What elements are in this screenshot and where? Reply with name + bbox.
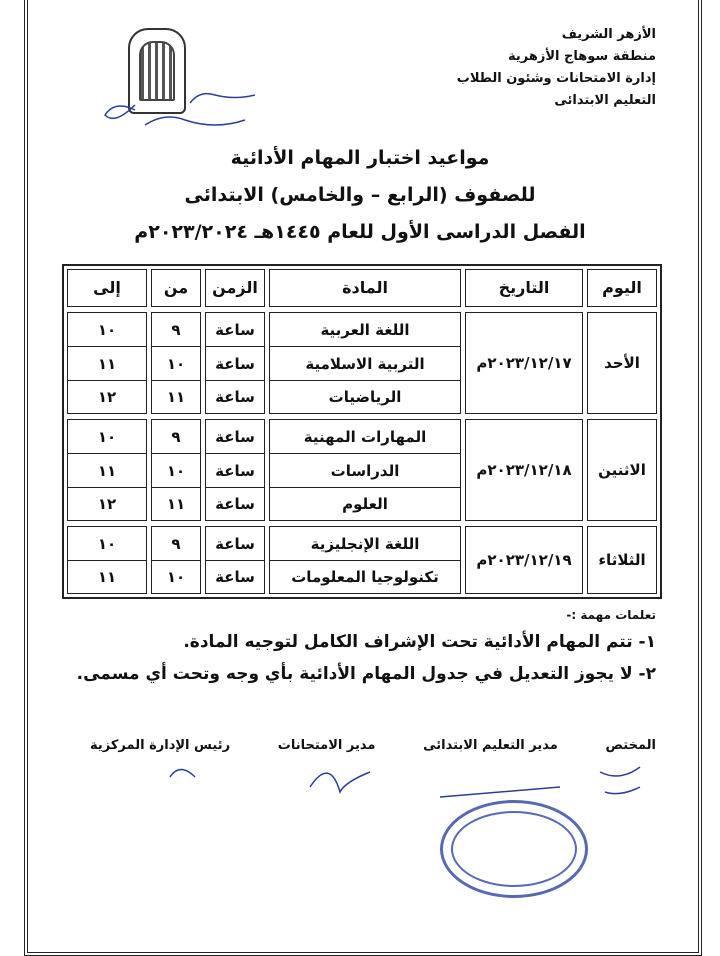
subject-cell: اللغة العربية xyxy=(269,312,461,346)
duration-cell: ساعة xyxy=(205,487,265,521)
header-line: إدارة الامتحانات وشئون الطلاب xyxy=(456,71,656,86)
handwritten-note xyxy=(95,85,265,140)
from-cell: ١٠ xyxy=(151,346,201,380)
official-stamp xyxy=(440,800,588,898)
header-date: التاريخ xyxy=(465,269,583,307)
to-cell: ١١ xyxy=(67,453,147,487)
to-cell: ١٠ xyxy=(67,419,147,453)
subject-cell: الدراسات xyxy=(269,453,461,487)
duration-column xyxy=(205,419,265,521)
to-cell: ١٢ xyxy=(67,487,147,521)
day-cell: الاثنين xyxy=(587,419,657,521)
duration-cell: ساعة xyxy=(205,453,265,487)
title-term: الفصل الدراسى الأول للعام ١٤٤٥هـ ٢٠٢٣/٢٠٢٤م xyxy=(134,221,586,243)
subject-cell: التربية الاسلامية xyxy=(269,346,461,380)
subject-column xyxy=(269,312,461,414)
signature-specialist: المختص xyxy=(605,738,656,753)
handwritten-signatures xyxy=(110,757,670,802)
to-column xyxy=(67,526,147,594)
day-group xyxy=(67,312,657,414)
from-column xyxy=(151,312,201,414)
day-group xyxy=(67,419,657,521)
day-group xyxy=(67,526,657,594)
signature-exams-director: مدير الامتحانات xyxy=(277,738,376,753)
from-cell: ٩ xyxy=(151,312,201,346)
from-cell: ١٠ xyxy=(151,560,201,594)
date-cell: ٢٠٢٣/١٢/١٧م xyxy=(465,312,583,414)
to-cell: ١٠ xyxy=(67,526,147,560)
duration-cell: ساعة xyxy=(205,380,265,414)
subject-cell: العلوم xyxy=(269,487,461,521)
date-cell: ٢٠٢٣/١٢/١٨م xyxy=(465,419,583,521)
notes-label: تعلمات مهمة :- xyxy=(566,608,656,622)
date-cell: ٢٠٢٣/١٢/١٩م xyxy=(465,526,583,594)
duration-cell: ساعة xyxy=(205,419,265,453)
to-cell: ١١ xyxy=(67,560,147,594)
duration-cell: ساعة xyxy=(205,526,265,560)
to-column xyxy=(67,419,147,521)
from-cell: ٩ xyxy=(151,526,201,560)
signature-primary-director: مدير التعليم الابتدائى xyxy=(423,738,558,753)
from-cell: ١١ xyxy=(151,487,201,521)
important-notes xyxy=(50,608,656,690)
to-cell: ١٠ xyxy=(67,312,147,346)
from-column xyxy=(151,419,201,521)
subject-cell: تكنولوجيا المعلومات xyxy=(269,560,461,594)
subject-column xyxy=(269,419,461,521)
title-main: مواعيد اختبار المهام الأدائية xyxy=(230,147,490,169)
subject-cell: اللغة الإنجليزية xyxy=(269,526,461,560)
to-cell: ١٢ xyxy=(67,380,147,414)
from-cell: ٩ xyxy=(151,419,201,453)
table-body xyxy=(67,312,657,594)
day-cell: الثلاثاء xyxy=(587,526,657,594)
subject-cell: المهارات المهنية xyxy=(269,419,461,453)
header-line: الأزهر الشريف xyxy=(561,27,656,42)
header-subject: المادة xyxy=(269,269,461,307)
schedule-table xyxy=(62,264,662,599)
duration-column xyxy=(205,312,265,414)
table-header-row xyxy=(67,269,657,307)
note-item: ١- تتم المهام الأدائية تحت الإشراف الكامل لتوجيه المادة. xyxy=(183,632,656,652)
duration-cell: ساعة xyxy=(205,346,265,380)
to-cell: ١١ xyxy=(67,346,147,380)
subject-cell: الرياضيات xyxy=(269,380,461,414)
header-from: من xyxy=(151,269,201,307)
day-cell: الأحد xyxy=(587,312,657,414)
from-cell: ١٠ xyxy=(151,453,201,487)
title-grades: للصفوف (الرابع – والخامس) الابتدائى xyxy=(184,184,536,206)
header-line: منطقة سوهاج الأزهرية xyxy=(508,49,656,64)
from-column xyxy=(151,526,201,594)
duration-cell: ساعة xyxy=(205,560,265,594)
subject-column xyxy=(269,526,461,594)
header-to: إلى xyxy=(67,269,147,307)
to-column xyxy=(67,312,147,414)
note-item: ٢- لا يجوز التعديل في جدول المهام الأدائية بأي وجه وتحت أي مسمى. xyxy=(76,664,656,684)
from-cell: ١١ xyxy=(151,380,201,414)
document-titles xyxy=(0,140,720,251)
institution-header xyxy=(457,24,656,112)
signature-central-admin-head: رئيس الإدارة المركزية xyxy=(90,738,231,753)
duration-cell: ساعة xyxy=(205,312,265,346)
duration-column xyxy=(205,526,265,594)
header-duration: الزمن xyxy=(205,269,265,307)
header-day: اليوم xyxy=(587,269,657,307)
signature-row xyxy=(90,738,656,753)
header-line: التعليم الابتدائى xyxy=(554,93,656,108)
